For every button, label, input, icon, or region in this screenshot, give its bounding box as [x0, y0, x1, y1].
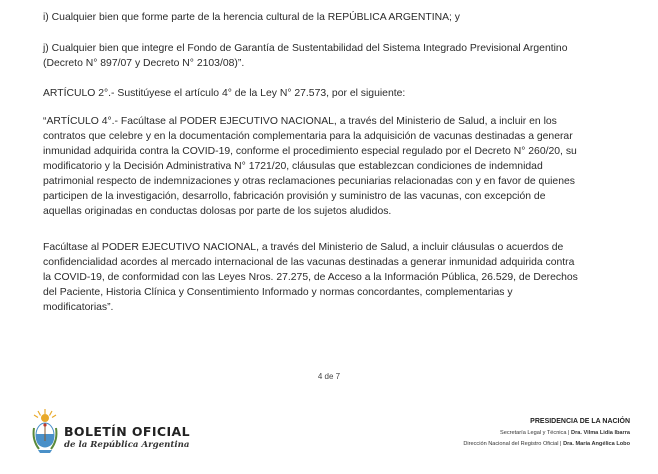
text-line: del Paciente, Historia Clínica y Consentimiento Informado y normas concordantes, complementarias y — [43, 287, 513, 298]
secretaria-name: Dra. Vilma Lidia Ibarra — [571, 430, 630, 436]
text-line: Facúltase al PODER EJECUTIVO NACIONAL, a través del Ministerio de Salud, a incluir cláusulas o acuerdos de — [43, 242, 564, 253]
facultase-paragraph — [43, 240, 608, 315]
text-line: “ARTÍCULO 4°.- Facúltase al PODER EJECUTIVO NACIONAL, a través del Ministerio de Salud, a incluir en los — [43, 116, 557, 127]
item-j-paragraph — [43, 41, 608, 71]
footer — [0, 402, 658, 474]
presidencia-label: PRESIDENCIA DE LA NACIÓN — [530, 418, 630, 425]
text-line: (Decreto N° 897/07 y Decreto N° 2103/08)”. — [43, 58, 245, 69]
articulo-2-paragraph — [43, 86, 608, 101]
articulo-4-paragraph — [43, 114, 608, 219]
text-line: aquellas originadas en conductas dolosas por parte de los sujetos aludidos. — [43, 206, 392, 217]
page-number: 4 de 7 — [317, 372, 341, 381]
national-emblem-icon — [30, 408, 60, 454]
boletin-oficial-subtitle: de la República Argentina — [64, 440, 190, 450]
text-line: modificatorias”. — [43, 302, 114, 313]
footer-credits — [300, 416, 630, 450]
direccion-label: Dirección Nacional del Registro Oficial | — [463, 441, 562, 447]
text-line: participen de la investigación, desarrollo, fabricación provisión y suministro de las vacunas, con excepción de — [43, 191, 546, 202]
text-line: j) Cualquier bien que integre el Fondo de Garantía de Sustentabilidad del Sistema Integrado Previsional Argentino — [43, 43, 568, 54]
text-line: ARTÍCULO 2°.- Sustitúyese el artículo 4° de la Ley N° 27.573, por el siguiente: — [43, 88, 406, 99]
text-line: inmunidad adquirida contra la COVID-19, conforme el procedimiento especial regulado por el Decreto N° 260/20, su — [43, 146, 577, 157]
text-line: contratos que celebre y en la documentación complementaria para la adquisición de vacunas destinadas a generar — [43, 131, 573, 142]
item-i-paragraph — [43, 10, 608, 25]
secretaria-line — [300, 428, 630, 439]
direccion-line — [300, 439, 630, 450]
text-line: la COVID-19, de conformidad con las Leyes Nros. 27.275, de Acceso a la Información Pública, 26.529, de Derechos — [43, 272, 578, 283]
text-line: i) Cualquier bien que forme parte de la herencia cultural de la REPÚBLICA ARGENTINA; y — [43, 12, 460, 23]
secretaria-label: Secretaría Legal y Técnica | — [500, 430, 570, 436]
direccion-name: Dra. María Angélica Lobo — [563, 441, 630, 447]
text-line: modificatorio y la Decisión Administrativa N° 1721/20, cláusulas que establezcan condiciones de indemnidad — [43, 161, 543, 172]
text-line: confidencialidad acordes al mercado internacional de las vacunas destinadas a generar inmunidad adquirida contra — [43, 257, 575, 268]
boletin-oficial-title: BOLETÍN OFICIAL — [64, 424, 190, 439]
text-line: patrimonial respecto de indemnizaciones y otras reclamaciones pecuniarias relacionadas con y en favor de quienes — [43, 176, 575, 187]
